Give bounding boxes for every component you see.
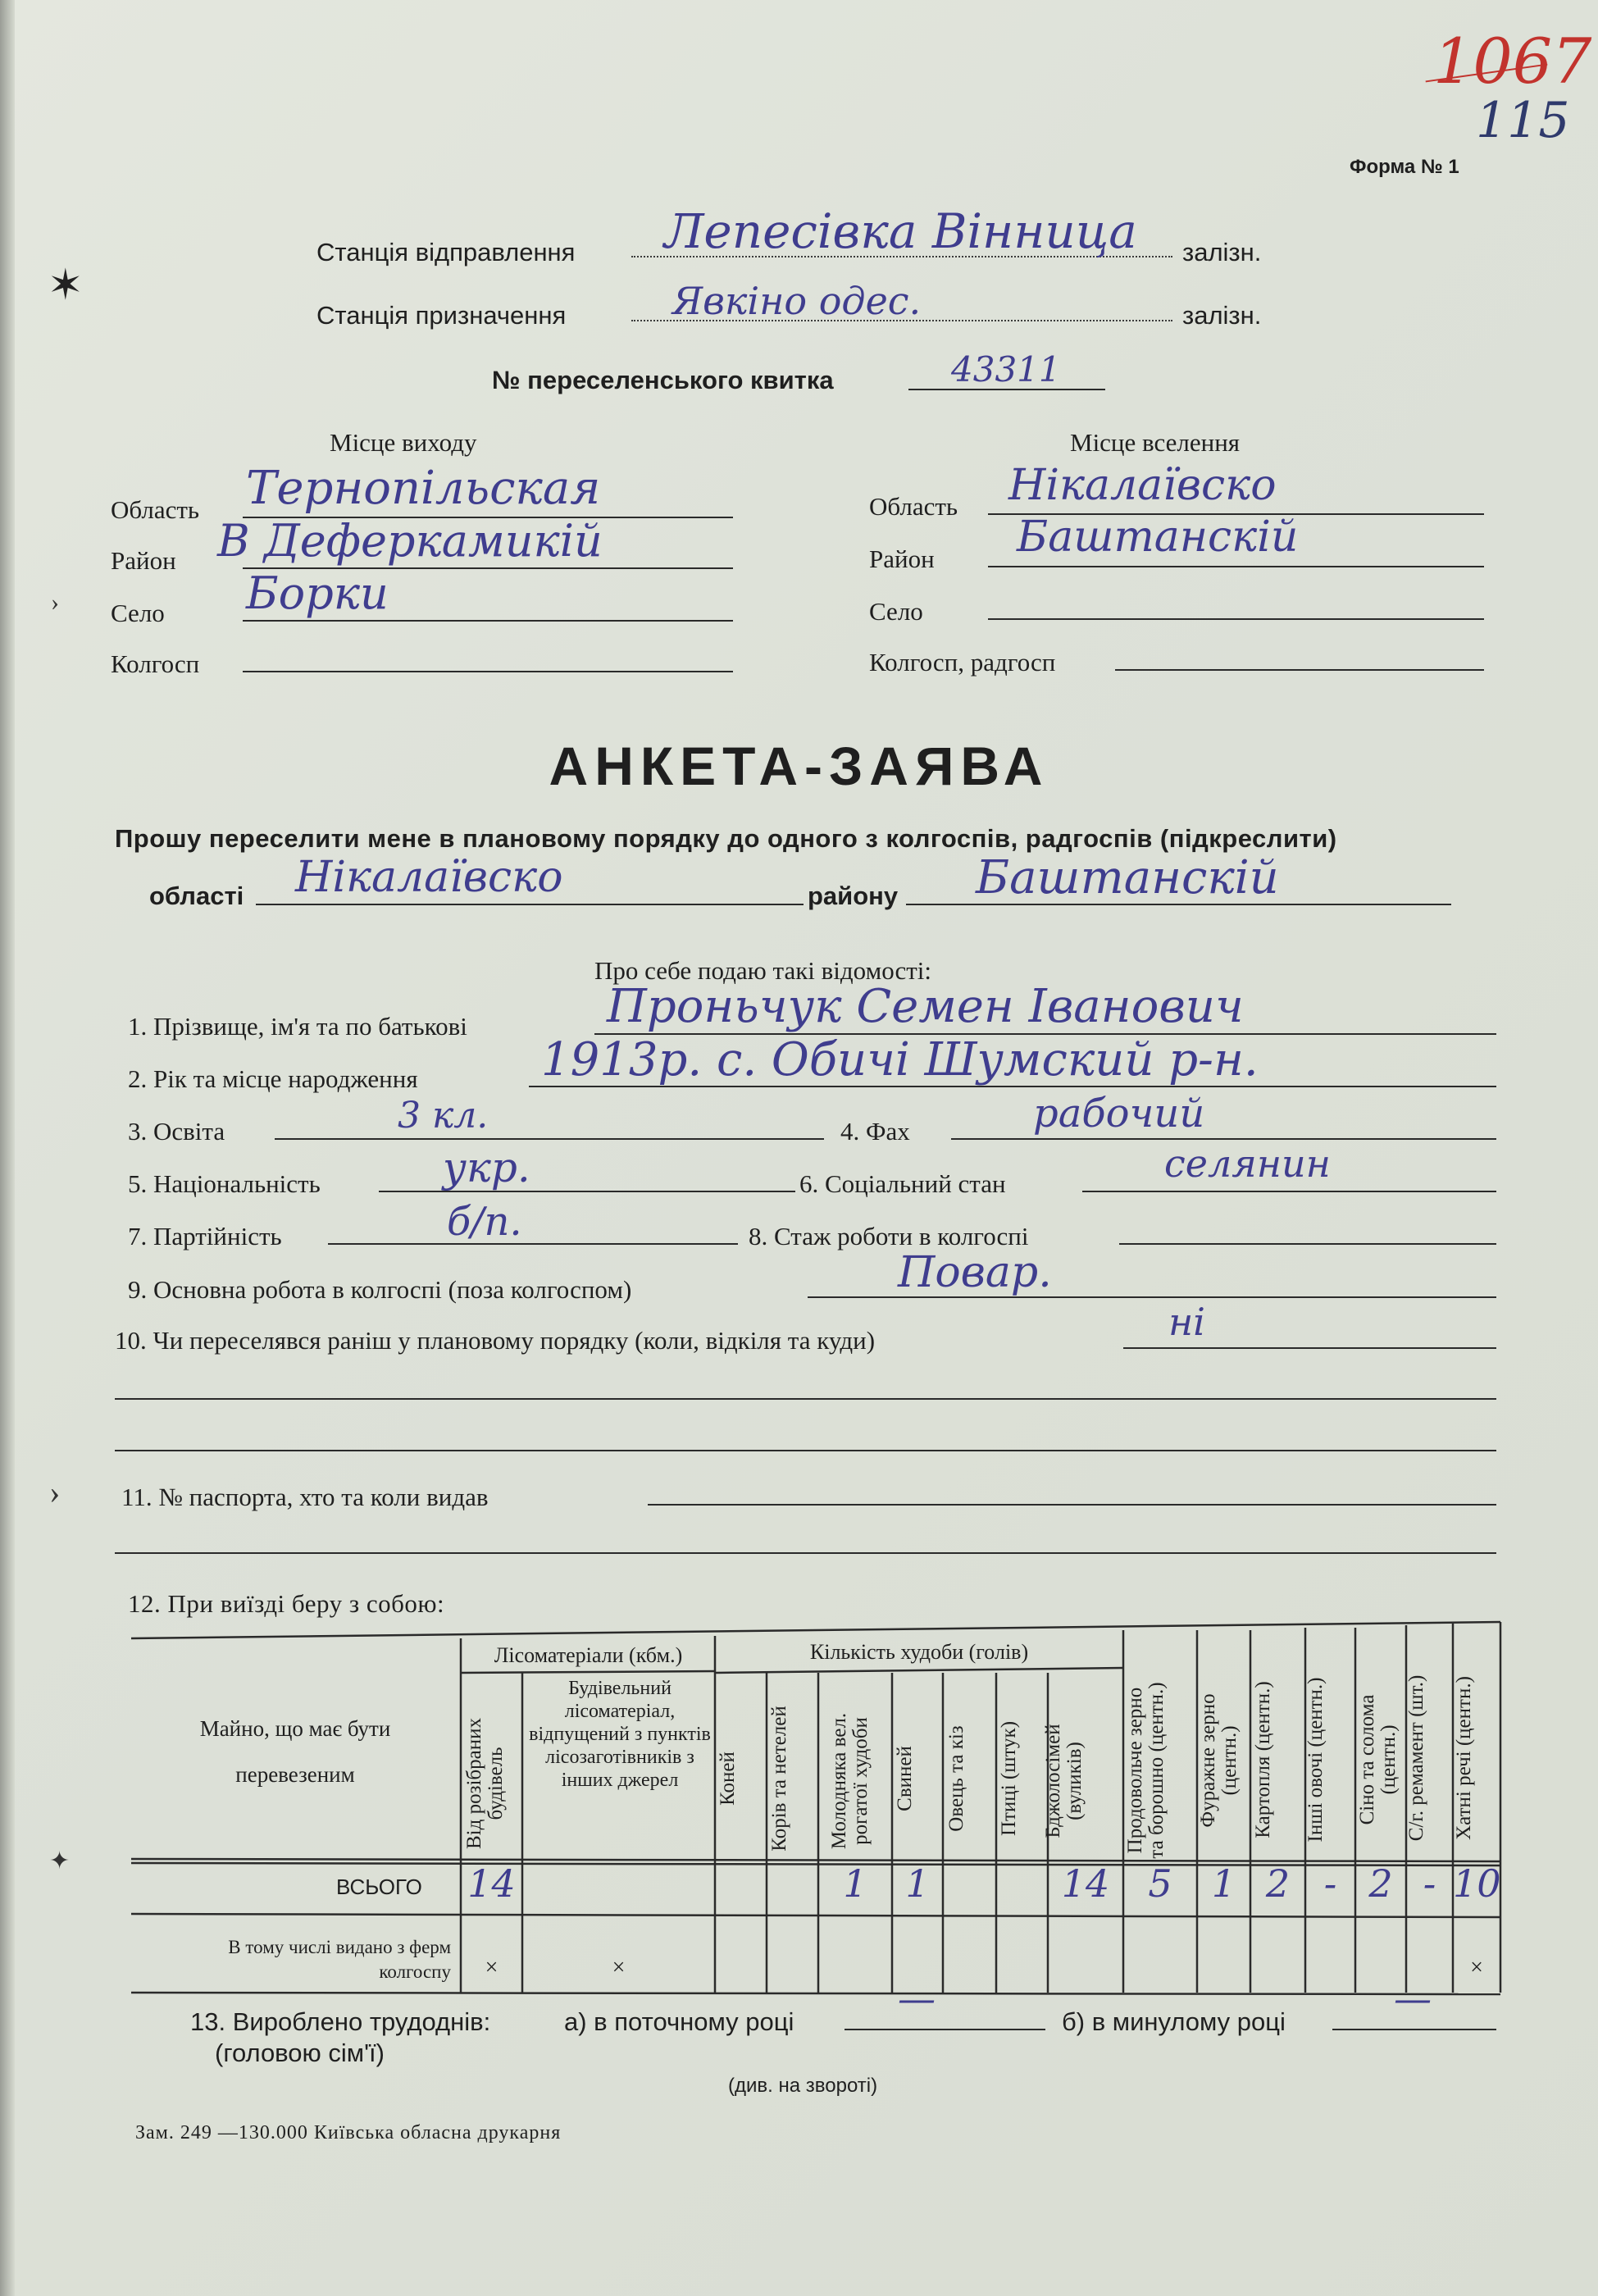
q9-value: Повар. <box>898 1248 1052 1297</box>
form-title: АНКЕТА-ЗАЯВА <box>549 736 1049 796</box>
col-poultry: Птиці (штук) <box>998 1720 1020 1837</box>
col-food-grain: Продовольче зерно та борошно (центн.) <box>1124 1682 1168 1859</box>
origin-raion-label: Район <box>111 546 176 575</box>
workdays-previous-label: б) в минулому році <box>1062 2007 1286 2036</box>
departure-station-suffix: залізн. <box>1182 238 1262 266</box>
margin-mark-2: › <box>51 589 59 616</box>
q4-label: 4. Фах <box>840 1117 910 1146</box>
q2-value: 1913р. с. Обичі Шумский р-н. <box>541 1033 1259 1086</box>
q3-value: 3 кл. <box>398 1095 489 1137</box>
table-cell: 1 <box>905 1861 930 1906</box>
origin-kolhosp-label: Колгосп <box>111 649 200 678</box>
workdays-sublabel: (головою сім'ї) <box>215 2039 385 2067</box>
table-cell: × <box>1470 1955 1483 1980</box>
request-raion-value: Баштанскій <box>976 851 1279 904</box>
q6-value: селянин <box>1164 1141 1331 1186</box>
origin-raion-value: В Деферкамикій <box>217 515 603 567</box>
ticket-label: № переселенського квитка <box>492 366 834 394</box>
intro-text: Про себе подаю такі відомості: <box>594 956 932 985</box>
arrival-station-value: Явкіно одес. <box>672 279 922 323</box>
row-issued-label: В тому числі видано з ферм колгоспу <box>228 1937 451 1982</box>
q3-label: 3. Освіта <box>128 1117 225 1146</box>
table-cell: 14 <box>467 1861 516 1906</box>
margin-mark-1: ✶ <box>48 262 84 309</box>
q8-label: 8. Стаж роботи в колгоспі <box>749 1222 1029 1250</box>
q10-label: 10. Чи переселявся раніш у плановому порядку (коли, відкіля та куди) <box>115 1326 876 1355</box>
livestock-group-header: Кількість худоби (голів) <box>809 1640 1029 1664</box>
col-cows: Корів та нетелей <box>768 1706 790 1852</box>
col-farm-equipment: С/г. ремамент (шт.) <box>1405 1674 1427 1842</box>
col-beehives: Бджолосімей (вуликів) <box>1042 1724 1086 1838</box>
col-fodder-grain: Фуражне зерно (центн.) <box>1197 1693 1241 1828</box>
q5-value: укр. <box>443 1144 530 1191</box>
col-dismantled-buildings: Від розібраних будівель <box>463 1718 508 1849</box>
col-building-lumber: Будівельний лісоматеріал, відпущений з пунктів лісозаготівників з інших джерел <box>529 1678 711 1791</box>
workdays-current-value: — <box>898 1976 936 2020</box>
overleaf-note: (див. на звороті) <box>728 2075 878 2097</box>
q7-label: 7. Партійність <box>128 1222 282 1250</box>
q7-value: б/п. <box>447 1199 522 1245</box>
destination-heading: Місце вселення <box>1070 428 1241 457</box>
archive-number-old: 115 <box>1476 92 1570 149</box>
request-oblast-label: області <box>149 882 244 910</box>
col-young-cattle: Молодняка вел. рогатої худоби <box>828 1712 872 1850</box>
workdays-current-label: а) в поточному році <box>564 2007 794 2036</box>
origin-oblast-label: Область <box>111 495 200 524</box>
request-raion-label: району <box>808 882 899 910</box>
workdays-previous-line <box>1332 2029 1496 2030</box>
row-total-label: ВСЬОГО <box>336 1875 422 1899</box>
destination-selo-label: Село <box>869 597 923 626</box>
destination-kolhosp-label: Колгосп, радгосп <box>869 648 1056 676</box>
table-cell: - <box>1423 1861 1436 1906</box>
q5-label: 5. Національність <box>128 1169 321 1198</box>
table-cell: - <box>1323 1861 1337 1906</box>
request-text: Прошу переселити мене в плановому порядку до одного з колгоспів, радгоспів (підкреслити) <box>115 824 1337 853</box>
col-household-items: Хатні речі (центн.) <box>1453 1676 1475 1840</box>
table-cell: 1 <box>843 1861 867 1906</box>
q11-label: 11. № паспорта, хто та коли видав <box>121 1483 489 1511</box>
workdays-previous-value: — <box>1394 1976 1432 2020</box>
lumber-group-header: Лісоматеріали (кбм.) <box>494 1643 683 1667</box>
q12-label: 12. При виїзді беру з собою: <box>128 1589 445 1618</box>
table-cell: × <box>612 1955 626 1980</box>
request-oblast-value: Нікалаївско <box>295 853 563 902</box>
col-hay-straw: Сіно та солома (центн.) <box>1356 1694 1400 1825</box>
table-cell: 14 <box>1061 1861 1110 1906</box>
destination-oblast-label: Область <box>869 492 958 521</box>
col-pigs: Свиней <box>894 1746 916 1811</box>
q1-label: 1. Прізвище, ім'я та по батькові <box>128 1012 467 1041</box>
table-cell: 1 <box>1211 1861 1236 1906</box>
q10-value: ні <box>1168 1300 1206 1344</box>
property-header: Майно, що має бути перевезеним <box>199 1716 391 1787</box>
origin-selo-value: Борки <box>246 567 389 619</box>
q1-value: Проньчук Семен Іванович <box>607 980 1244 1033</box>
q2-label: 2. Рік та місце народження <box>128 1064 418 1093</box>
arrival-station-label: Станція призначення <box>316 301 567 330</box>
q6-label: 6. Соціальний стан <box>799 1169 1006 1198</box>
col-horses: Коней <box>717 1752 739 1806</box>
margin-mark-3: › <box>49 1474 61 1510</box>
workdays-current-line <box>845 2029 1045 2030</box>
col-sheep-goats: Овець та кіз <box>945 1725 967 1832</box>
form-label: Форма № 1 <box>1350 156 1459 178</box>
ticket-value: 43311 <box>951 349 1061 390</box>
col-other-vegetables: Інші овочі (центн.) <box>1304 1677 1327 1843</box>
departure-station-label: Станція відправлення <box>316 238 576 266</box>
destination-raion-label: Район <box>869 544 935 573</box>
archive-number: 1067 <box>1433 25 1592 98</box>
departure-station-value: Лепесівка Вінница <box>664 203 1137 259</box>
table-cell: 2 <box>1368 1861 1393 1906</box>
destination-oblast-value: Нікалаївско <box>1008 461 1277 510</box>
q4-value: рабочий <box>1033 1091 1205 1137</box>
col-potatoes: Картопля (центн.) <box>1252 1681 1274 1838</box>
origin-oblast-value: Тернопільская <box>246 462 601 515</box>
table-cell: 10 <box>1453 1861 1501 1906</box>
q9-label: 9. Основна робота в колгоспі (поза колгоспом) <box>128 1275 632 1304</box>
table-cell: × <box>485 1955 499 1980</box>
table-cell: 2 <box>1265 1861 1291 1906</box>
workdays-label: 13. Вироблено трудоднів: <box>190 2007 491 2036</box>
table-cell: 5 <box>1148 1861 1172 1906</box>
origin-heading: Місце виходу <box>330 428 477 457</box>
destination-raion-value: Баштанскій <box>1017 512 1299 562</box>
margin-mark-4: ✦ <box>49 1847 71 1875</box>
printer-imprint: Зам. 249 —130.000 Київська обласна друкарня <box>135 2122 562 2143</box>
arrival-station-suffix: залізн. <box>1182 301 1262 330</box>
origin-selo-label: Село <box>111 599 165 627</box>
